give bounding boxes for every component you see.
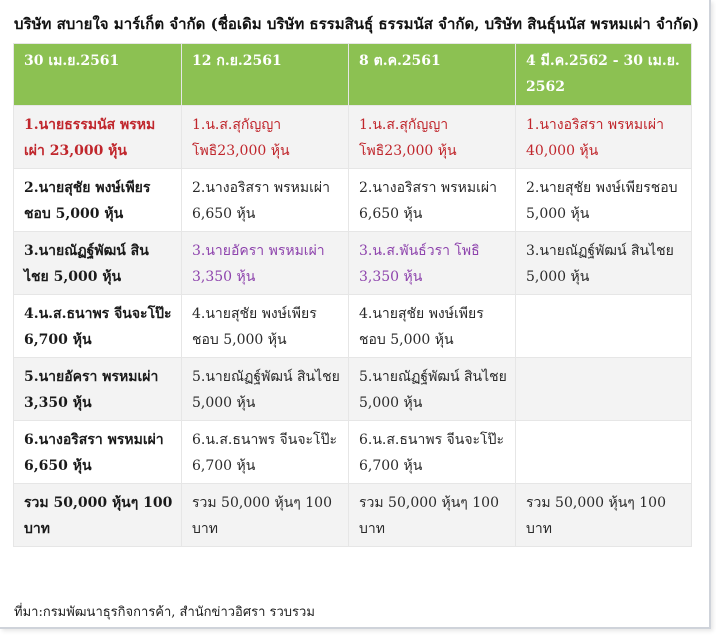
source-note: ที่มา:กรมพัฒนาธุรกิจการค้า, สำนักข่าวอิศรา รวบรวม [14,605,315,620]
table-row [14,295,692,358]
table-row [14,421,692,484]
table-header-row [14,44,692,106]
table-cell: 4.นายสุชัย พงษ์เพียรชอบ 5,000 หุ้น [182,295,349,358]
table-cell: 4.นายสุชัย พงษ์เพียรชอบ 5,000 หุ้น [349,295,516,358]
table-cell: 5.นายอัครา พรหมเผ่า 3,350 หุ้น [14,358,182,421]
table-cell: รวม 50,000 หุ้นๆ 100 บาท [516,484,692,547]
table-cell: รวม 50,000 หุ้นๆ 100 บาท [349,484,516,547]
table-cell: 4.น.ส.ธนาพร จีนจะโป๊ะ 6,700 หุ้น [14,295,182,358]
header-date-2: 12 ก.ย.2561 [182,44,349,106]
table-row [14,358,692,421]
table-cell: 5.นายณัฏฐ์พัฒน์ สินไชย 5,000 หุ้น [349,358,516,421]
table-row [14,169,692,232]
table-cell: 2.นางอริสรา พรหมเผ่า 6,650 หุ้น [182,169,349,232]
header-date-4: 4 มี.ค.2562 - 30 เม.ย. 2562 [516,44,692,106]
shareholder-table [13,43,692,547]
table-cell: 6.นางอริสรา พรหมเผ่า 6,650 หุ้น [14,421,182,484]
table-cell: รวม 50,000 หุ้นๆ 100 บาท [182,484,349,547]
table-row-total [14,484,692,547]
table-cell [516,295,692,358]
table-cell: 1.นางอริสรา พรหมเผ่า 40,000 หุ้น [516,106,692,169]
table-cell: รวม 50,000 หุ้นๆ 100 บาท [14,484,182,547]
table-cell: 6.น.ส.ธนาพร จีนจะโป๊ะ 6,700 หุ้น [182,421,349,484]
table-cell [516,358,692,421]
table-cell: 3.นายณัฏฐ์พัฒน์ สินไชย 5,000 หุ้น [14,232,182,295]
table-cell: 3.นายอัครา พรหมเผ่า 3,350 หุ้น [182,232,349,295]
header-date-3: 8 ต.ค.2561 [349,44,516,106]
header-date-1: 30 เม.ย.2561 [14,44,182,106]
table-cell: 2.นายสุชัย พงษ์เพียรชอบ 5,000 หุ้น [516,169,692,232]
table-cell: 3.นายณัฏฐ์พัฒน์ สินไชย 5,000 หุ้น [516,232,692,295]
table-cell [516,421,692,484]
table-row [14,106,692,169]
table-cell: 5.นายณัฏฐ์พัฒน์ สินไชย 5,000 หุ้น [182,358,349,421]
table-cell: 2.นายสุชัย พงษ์เพียรชอบ 5,000 หุ้น [14,169,182,232]
table-cell: 1.น.ส.สุกัญญา โพธิ23,000 หุ้น [182,106,349,169]
table-cell: 1.นายธรรมนัส พรหมเผ่า 23,000 หุ้น [14,106,182,169]
table-cell: 6.น.ส.ธนาพร จีนจะโป๊ะ 6,700 หุ้น [349,421,516,484]
table-cell: 3.น.ส.พันธ์วรา โพธิ 3,350 หุ้น [349,232,516,295]
table-cell: 1.น.ส.สุกัญญา โพธิ23,000 หุ้น [349,106,516,169]
table-cell: 2.นางอริสรา พรหมเผ่า 6,650 หุ้น [349,169,516,232]
table-row [14,232,692,295]
page-title: บริษัท สบายใจ มาร์เก็ต จำกัด (ชื่อเดิม บริษัท ธรรมสินธุ์ ธรรมนัส จำกัด, บริษัท สินธุ์นนัส พรหมเผ่า จำกัด) [14,15,700,33]
